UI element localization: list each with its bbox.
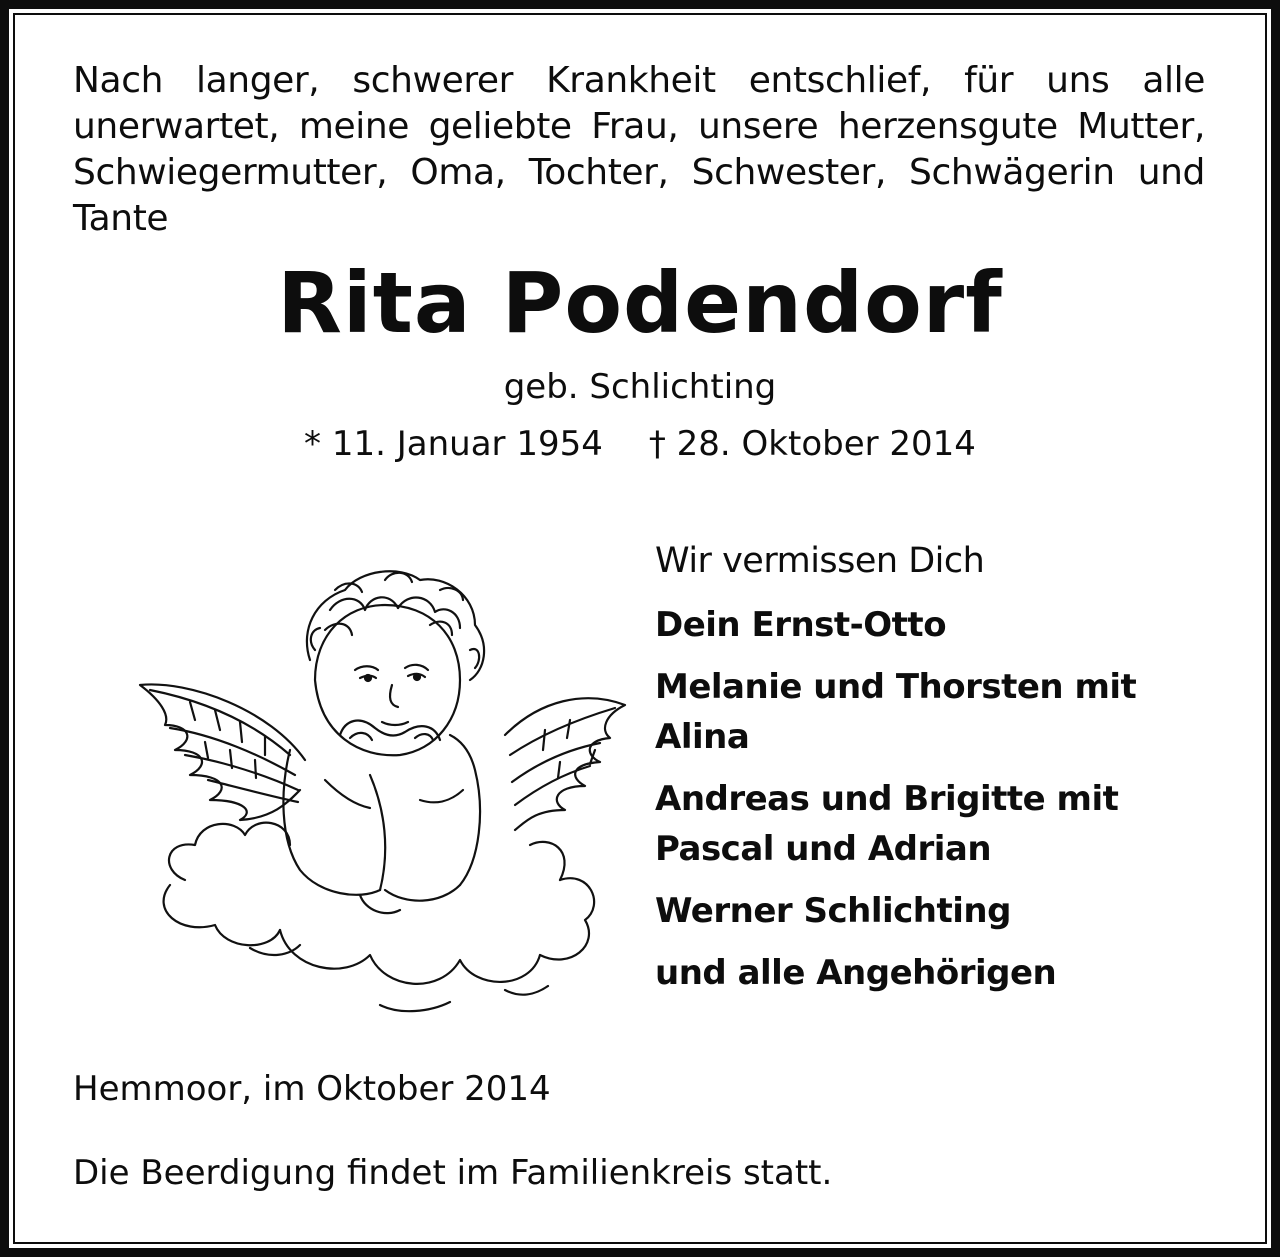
family-entry: Melanie und Thorsten mit Alina: [655, 667, 1137, 757]
funeral-note: Die Beerdigung findet im Familienkreis statt.: [73, 1153, 833, 1193]
place-date: Hemmoor, im Oktober 2014: [73, 1069, 551, 1109]
deceased-name: Rita Podendorf: [277, 254, 1003, 352]
maiden-name: geb. Schlichting: [503, 367, 777, 407]
intro-text: Nach langer, schwerer Krankheit entschlief, für uns alle unerwartet, meine geliebte Frau, unsere herzensgute Mutter, Schwiegermutter, Oma, Tochter, Schwester, Schwägerin und Tante: [73, 60, 1205, 239]
life-dates: [0, 421, 1280, 467]
angel-illustration: [130, 550, 630, 1020]
family-entry: Werner Schlichting: [655, 891, 1011, 931]
death-date: † 28. Oktober 2014: [648, 424, 976, 464]
signoff-text: Wir vermissen Dich: [655, 541, 985, 581]
family-entry: und alle Angehörigen: [655, 953, 1057, 993]
family-entry: Dein Ernst-Otto: [655, 605, 947, 645]
birth-date: * 11. Januar 1954: [304, 424, 603, 464]
family-entry: Andreas und Brigitte mit Pascal und Adrian: [655, 779, 1119, 869]
family-list: [655, 600, 1215, 1010]
